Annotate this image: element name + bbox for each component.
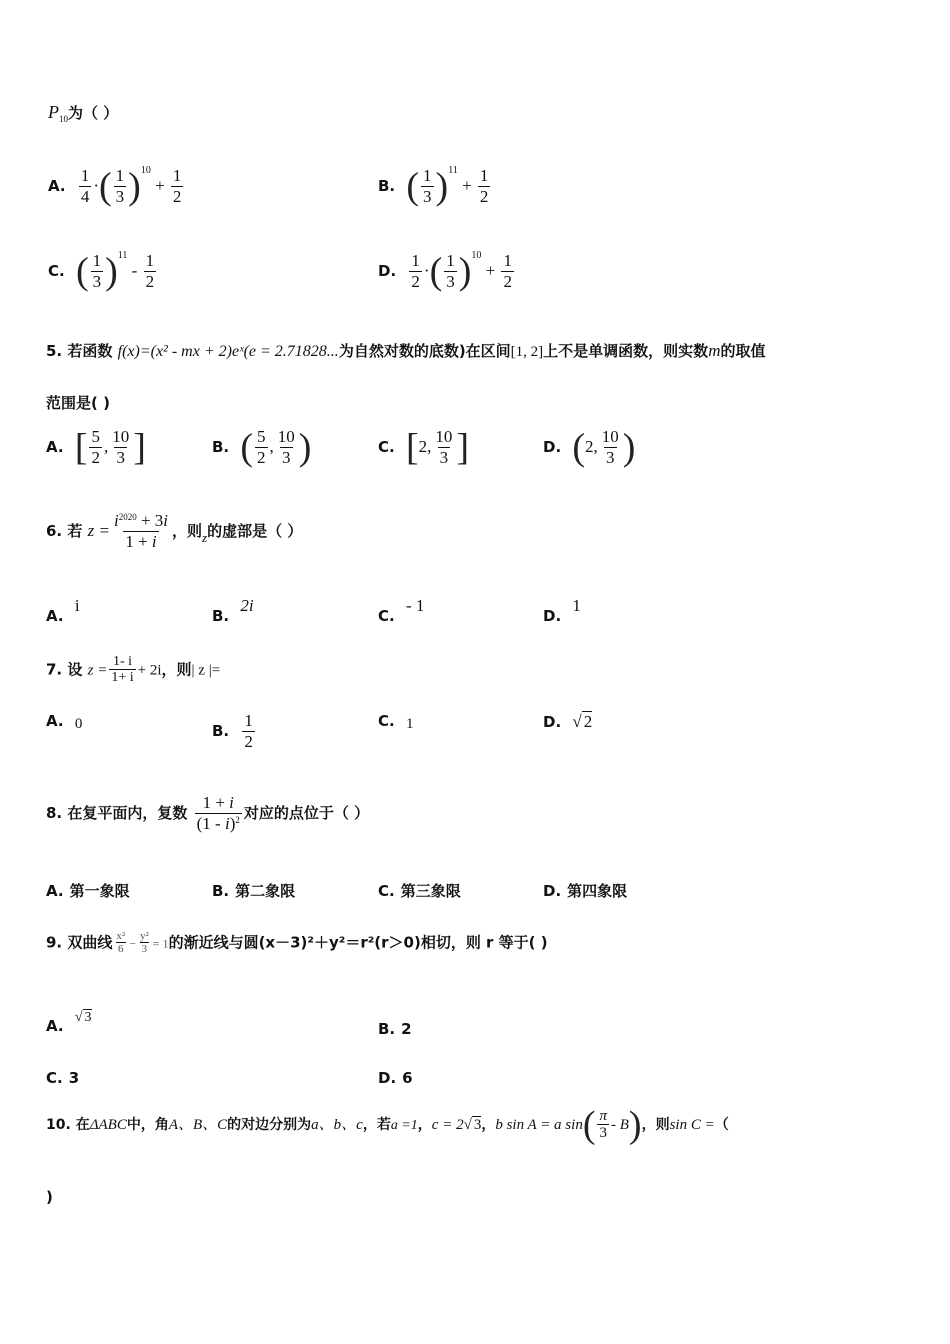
option-value: 2 (401, 1020, 412, 1038)
option-value: 0 (74, 716, 83, 732)
option-label: B. (212, 722, 230, 741)
q5-formula: f(x)=(x² - mx + 2)eˣ(e = 2.71828... (117, 343, 339, 360)
q6-option-c[interactable] (378, 596, 424, 625)
q8-text: 对应的点位于（ ） (243, 804, 370, 823)
q5-option-c[interactable]: C. [2, $\frac{10}{3}$ ] (378, 426, 470, 469)
q9-text: 的渐近线与圆(x－3)²＋y²＝r²(r＞0)相切，则 r 等于( ) (168, 933, 548, 952)
q10-stem: 10. 在ΔABC中，角A、B、C的对边分别为a、b、c，若a =1，c = 2√ 3，b sin A = a sin( $\frac{\pi}{3}$ - B)，则sin C =（ (46, 1104, 729, 1146)
q4-option-a[interactable]: A. $\frac{1}{4}$ ·( $\frac{1}{3}$ )$^{10}$ + $\frac{1}{2}$ (48, 165, 182, 208)
q7-formula: z = (87, 662, 108, 679)
option-label: C. (378, 607, 395, 625)
option-label: C. (46, 1069, 63, 1087)
option-label: D. (378, 1069, 397, 1087)
option-value: 1 (572, 596, 581, 615)
option-label: B. (378, 1020, 396, 1038)
option-label: C. (378, 438, 395, 457)
q10-text: 中，角 (126, 1117, 169, 1133)
option-label: A. (46, 882, 64, 900)
option-value: 第三象限 (400, 882, 461, 900)
option-value: - 1 (405, 596, 425, 615)
option-value: i (74, 596, 80, 615)
option-label: B. (212, 607, 230, 625)
q7-stem: 7. 设 z = $\frac{1- i}{1+ i}$ + 2i，则| z |= (46, 654, 221, 686)
q8-text: 在复平面内，复数 (67, 804, 188, 823)
q4-option-d[interactable]: D. $\frac{1}{2}$ ·( $\frac{1}{3}$ )$^{10}$ + $\frac{1}{2}$ (378, 250, 512, 293)
q10-text: ，若 (362, 1117, 391, 1133)
q5-var: m (708, 341, 721, 360)
q9-option-a[interactable]: A. √ 3 (46, 1010, 92, 1035)
q4-text: 为（ ） (68, 104, 119, 122)
q4-var: P (48, 102, 59, 122)
option-label: D. (543, 882, 562, 900)
q10-text: 的对边分别为 (227, 1117, 312, 1133)
q5-option-a[interactable]: A. [ $\frac{5}{2}$ , $\frac{10}{3}$ ] (46, 426, 146, 469)
option-label: D. (543, 438, 562, 457)
q10-text: 在 (75, 1117, 90, 1133)
option-label: B. (378, 177, 396, 195)
q5-text: 的取值 (720, 342, 766, 360)
q8-option-d[interactable] (543, 880, 627, 901)
q6-option-b[interactable] (212, 596, 254, 625)
option-value: 第二象限 (235, 882, 296, 900)
q8-option-b[interactable] (212, 880, 295, 901)
question-number: 5. (46, 342, 63, 360)
q4-option-b[interactable]: B. ( $\frac{1}{3}$ )$^{11}$ + $\frac{1}{2}$ (378, 165, 489, 208)
q6-text: ，则 (172, 522, 203, 541)
option-label: A. (46, 438, 64, 457)
option-label: A. (46, 712, 64, 730)
q10-sides: a、b、c (311, 1117, 363, 1133)
q8-option-a[interactable] (46, 880, 130, 901)
q7-option-b[interactable]: B. $\frac{1}{2}$ (212, 711, 253, 751)
q9-option-c[interactable] (46, 1069, 79, 1087)
q10-angles: A、B、C (168, 1117, 228, 1133)
option-value: 3 (68, 1069, 80, 1087)
option-value: 第一象限 (69, 882, 130, 900)
q7-text: 设 (67, 660, 83, 679)
q5-text: 为自然对数的底数)在区间 (338, 342, 511, 360)
q5-option-d[interactable]: D. (2, $\frac{10}{3}$ ) (543, 426, 636, 469)
q8-stem: 8. 在复平面内，复数 $\frac{1 + i}{(1 - i)^2}$ 对应的点位于（ ） (46, 793, 370, 833)
option-value: 6 (402, 1069, 413, 1087)
q10-text: ，则 (641, 1117, 670, 1133)
q7-tail: | z |= (191, 662, 221, 679)
q5-text: 若函数 (67, 342, 113, 360)
q4-sub: 10 (59, 114, 68, 124)
option-label: B. (212, 438, 230, 457)
q9-text: 双曲线 (67, 933, 113, 952)
q7-text: ，则 (161, 660, 192, 679)
q5-interval: [1, 2] (510, 344, 544, 360)
q9-stem: 9. 双曲线 $\frac{\text{x²}}{6}$ − $\frac{\text{y²}}{3}$ = 1的渐近线与圆(x－3)²＋y²＝r²(r＞0)相切，则 r 等于( ) (46, 930, 548, 956)
q10-cond: a =1 (390, 1118, 418, 1133)
q7-option-d[interactable]: D. √ 2 (543, 712, 593, 731)
q8-option-c[interactable] (378, 880, 461, 901)
question-number: 6. (46, 522, 63, 541)
q5-option-b[interactable]: B. ( $\frac{5}{2}$ , $\frac{10}{3}$ ) (212, 426, 312, 469)
option-value: 2i (240, 596, 254, 615)
q4-option-c[interactable]: C. ( $\frac{1}{3}$ )$^{11}$ - $\frac{1}{2}$ (48, 250, 155, 293)
option-label: A. (46, 607, 64, 625)
question-number: 7. (46, 660, 63, 679)
q10-target: sin C = (669, 1117, 715, 1133)
option-label: C. (48, 262, 65, 280)
q6-var: z (202, 530, 208, 546)
q5-stem-line2: 范围是( ) (46, 394, 110, 412)
q10-triangle: ΔABC (89, 1117, 127, 1133)
q9-option-d[interactable] (378, 1069, 413, 1087)
q6-option-a[interactable] (46, 596, 80, 625)
option-label: A. (46, 1017, 64, 1035)
q6-option-d[interactable] (543, 596, 581, 625)
option-label: D. (543, 607, 562, 625)
q6-text: 的虚部是（ ） (207, 522, 303, 541)
option-label: C. (378, 882, 395, 900)
q7-option-c[interactable] (378, 712, 413, 733)
option-label: C. (378, 712, 395, 730)
q6-text: 若 (67, 522, 83, 541)
question-number: 9. (46, 933, 63, 952)
option-value: 1 (405, 716, 414, 732)
q4-stem (48, 102, 118, 124)
option-label: D. (378, 262, 397, 280)
option-value: 第四象限 (567, 882, 628, 900)
option-label: B. (212, 882, 230, 900)
q7-option-a[interactable] (46, 712, 82, 733)
question-number: 8. (46, 804, 63, 823)
q5-text: 上不是单调函数，则实数 (543, 342, 709, 360)
q9-option-b[interactable] (378, 1020, 412, 1038)
q6-formula: z = (87, 521, 110, 541)
q10-paren: （ (714, 1117, 729, 1133)
question-number: 10. (46, 1117, 71, 1133)
q5-stem (46, 340, 765, 361)
q6-stem: 6. 若 z = $\frac{i^{2020} + 3i}{1 + i}$ ，则z的虚部是（ ） (46, 511, 303, 551)
option-label: A. (48, 177, 66, 195)
q10-stem-line2: ) (46, 1188, 53, 1206)
option-label: D. (543, 713, 562, 731)
